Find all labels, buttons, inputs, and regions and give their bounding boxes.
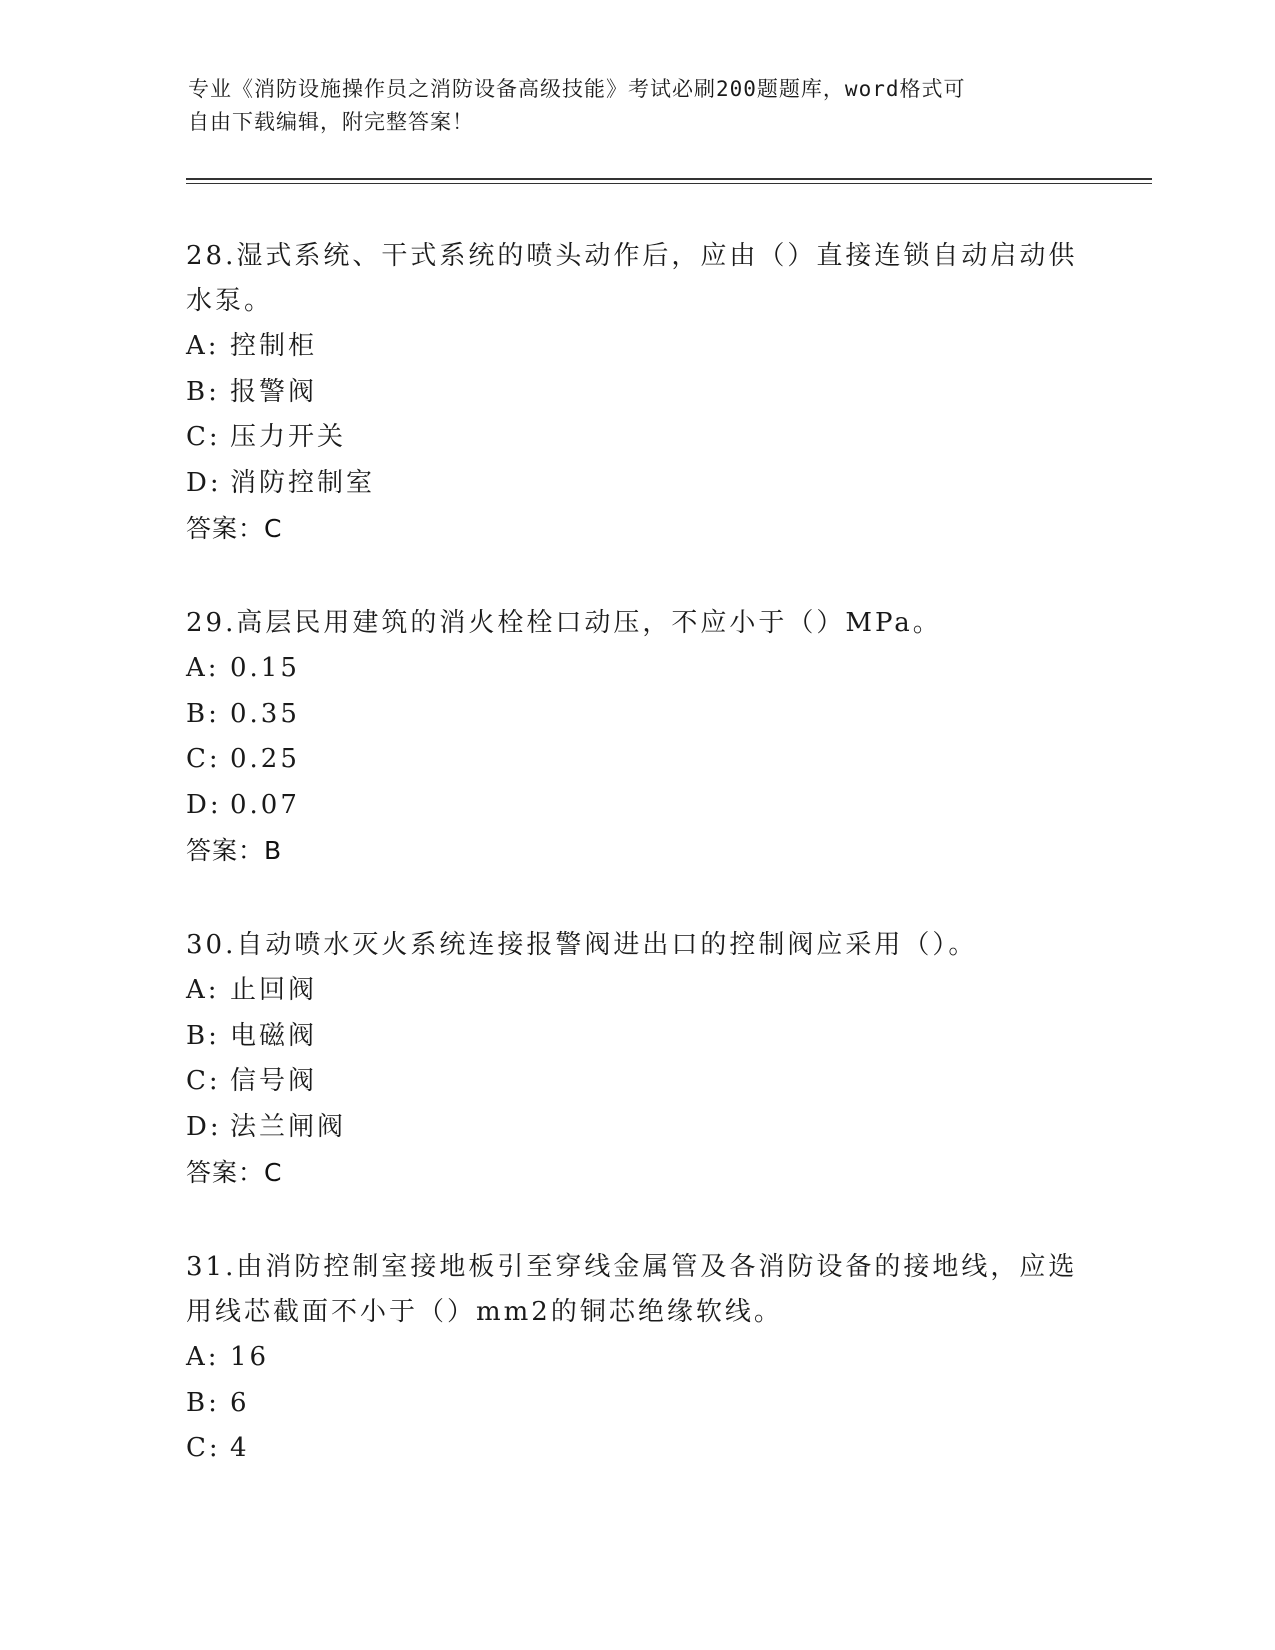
option-c xyxy=(186,737,1086,783)
question-text: 31.由消防控制室接地板引至穿线金属管及各消防设备的接地线，应选 xyxy=(186,1252,1078,1282)
option-d xyxy=(186,783,1086,829)
option-a xyxy=(186,1335,1086,1381)
option-d xyxy=(186,461,1086,507)
answer-line: 答案：C xyxy=(186,1158,283,1187)
option-text: 信号阀 xyxy=(230,1066,318,1096)
option-text: 压力开关 xyxy=(230,422,347,452)
option-letter: B: xyxy=(186,376,220,407)
option-a xyxy=(186,968,1086,1014)
question-29 xyxy=(186,601,1086,873)
question-31 xyxy=(186,1245,1086,1472)
question-text-continued: 水泵。 xyxy=(186,286,274,316)
option-text: 4 xyxy=(230,1433,250,1463)
option-text: 0.07 xyxy=(230,789,300,820)
option-a xyxy=(186,646,1086,692)
option-d xyxy=(186,1105,1086,1151)
option-letter: C: xyxy=(186,1433,221,1463)
option-letter: B: xyxy=(186,1387,220,1418)
option-text: 止回阀 xyxy=(230,975,318,1005)
question-text: 30.自动喷水灭火系统连接报警阀进出口的控制阀应采用（）。 xyxy=(186,930,978,960)
answer-line: 答案：C xyxy=(186,514,283,543)
option-text: 法兰闸阀 xyxy=(230,1111,347,1142)
option-text: 0.35 xyxy=(230,698,300,729)
option-text: 报警阀 xyxy=(230,376,318,407)
option-letter: B: xyxy=(186,1020,220,1051)
option-letter: D: xyxy=(186,789,222,820)
option-letter: A: xyxy=(186,653,220,683)
option-c xyxy=(186,415,1086,461)
option-letter: B: xyxy=(186,698,220,729)
option-b xyxy=(186,370,1086,416)
option-b xyxy=(186,1014,1086,1060)
option-letter: D: xyxy=(186,1111,222,1142)
option-text: 电磁阀 xyxy=(230,1020,318,1051)
option-text: 16 xyxy=(230,1342,270,1372)
option-b xyxy=(186,692,1086,738)
question-30 xyxy=(186,923,1086,1195)
option-text: 0.25 xyxy=(230,744,300,774)
option-letter: A: xyxy=(186,331,220,361)
option-text: 0.15 xyxy=(230,653,300,683)
question-28 xyxy=(186,234,1086,551)
option-letter: D: xyxy=(186,467,222,498)
answer-line: 答案：B xyxy=(186,836,283,865)
option-letter: A: xyxy=(186,975,220,1005)
question-list xyxy=(186,234,1086,1522)
option-c xyxy=(186,1426,1086,1472)
option-a xyxy=(186,324,1086,370)
option-letter: C: xyxy=(186,744,221,774)
header-divider-thin xyxy=(186,183,1152,184)
question-text: 29.高层民用建筑的消火栓栓口动压，不应小于（）MPa。 xyxy=(186,608,942,638)
header-line-2: 自由下载编辑，附完整答案！ xyxy=(188,110,474,134)
option-text: 消防控制室 xyxy=(230,467,376,498)
option-text: 6 xyxy=(230,1387,250,1418)
document-header xyxy=(188,73,1088,139)
option-letter: A: xyxy=(186,1342,220,1372)
header-line-1: 专业《消防设施操作员之消防设备高级技能》考试必刷200题题库，word格式可 xyxy=(188,77,966,101)
option-b xyxy=(186,1381,1086,1427)
option-c xyxy=(186,1059,1086,1105)
question-text: 28.湿式系统、干式系统的喷头动作后，应由（）直接连锁自动启动供 xyxy=(186,241,1078,271)
question-text-continued: 用线芯截面不小于（）mm2的铜芯绝缘软线。 xyxy=(186,1297,783,1327)
option-text: 控制柜 xyxy=(230,331,318,361)
option-letter: C: xyxy=(186,1066,221,1096)
option-letter: C: xyxy=(186,422,221,452)
header-divider-thick xyxy=(186,178,1152,180)
